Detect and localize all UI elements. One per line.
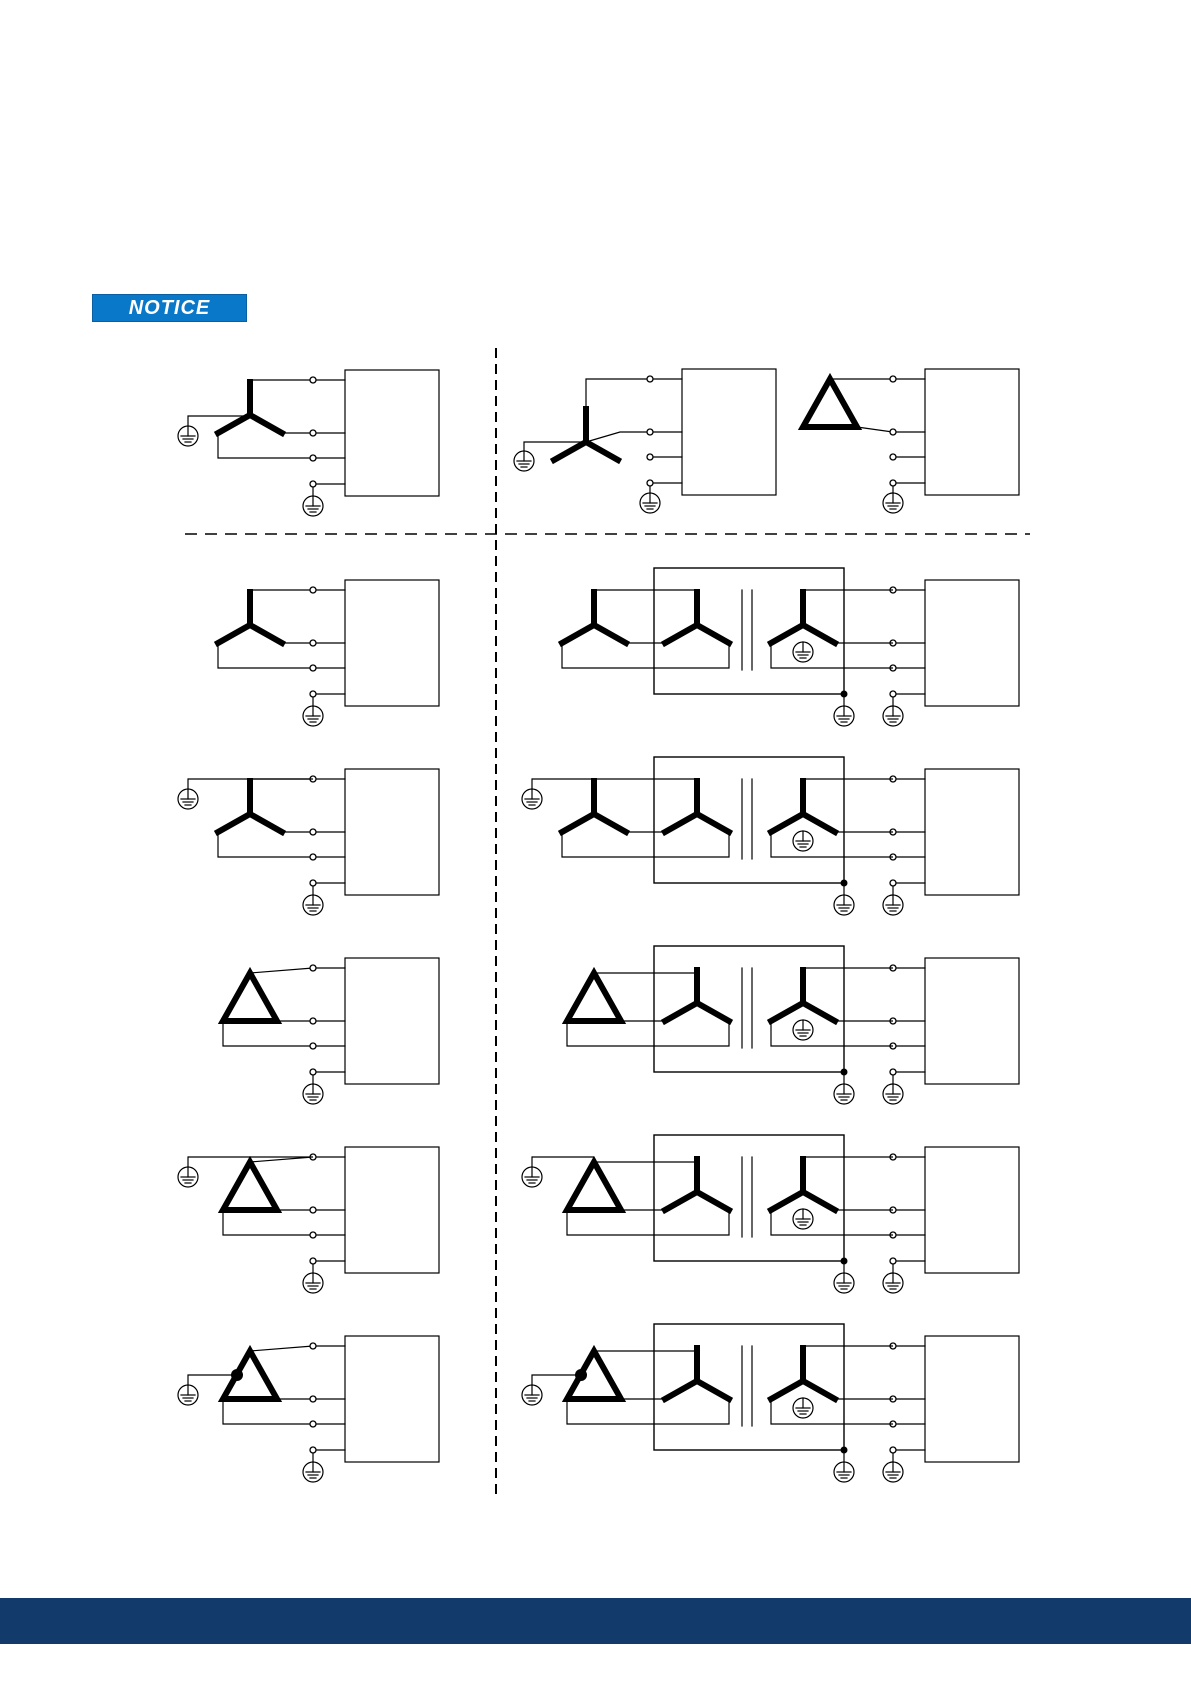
wye-arm [218, 814, 250, 832]
ground-icon [303, 706, 323, 726]
ground-icon [883, 706, 903, 726]
wye-icon [218, 382, 282, 433]
wire [250, 968, 313, 973]
terminal [310, 1343, 316, 1349]
wire [594, 590, 697, 592]
wire [586, 432, 650, 442]
wye-icon [562, 781, 626, 832]
wye-icon [218, 781, 282, 832]
wye-arm [218, 415, 250, 433]
wire [218, 643, 313, 668]
wye-arm [562, 625, 594, 643]
ground-icon [303, 1273, 323, 1293]
wire [771, 1399, 893, 1424]
wye-arm [697, 1003, 729, 1021]
ground-icon [883, 895, 903, 915]
wye-arm [594, 625, 626, 643]
wye-icon [665, 592, 729, 643]
terminal [647, 376, 653, 382]
wire [803, 779, 893, 781]
circuit-delta-top [803, 369, 1019, 513]
delta-icon [567, 973, 621, 1021]
terminal [310, 691, 316, 697]
wye-arm [697, 625, 729, 643]
wire [803, 590, 893, 592]
load-box [345, 1147, 439, 1273]
wye-icon [665, 970, 729, 1021]
wye-arm [250, 814, 282, 832]
ground-icon [793, 1209, 813, 1229]
terminal [310, 1207, 316, 1213]
terminal [310, 1258, 316, 1264]
wye-arm [250, 415, 282, 433]
ground-icon [178, 426, 198, 446]
terminal [310, 640, 316, 646]
terminal [310, 965, 316, 971]
wire [250, 1157, 313, 1162]
wye-arm [697, 814, 729, 832]
ground-icon [522, 1385, 542, 1405]
divider-lines [185, 348, 1030, 1495]
delta-triangle [567, 973, 621, 1021]
wire [567, 1399, 729, 1424]
wye-arm [771, 814, 803, 832]
terminal [310, 829, 316, 835]
footer-band [0, 1598, 1191, 1644]
delta-icon [223, 1162, 277, 1210]
load-box [345, 1336, 439, 1462]
ground-icon [178, 789, 198, 809]
ground-icon [793, 1020, 813, 1040]
wye-icon [665, 1348, 729, 1399]
wye-arm [562, 814, 594, 832]
wire [218, 832, 313, 857]
ground-icon [883, 493, 903, 513]
load-box [925, 958, 1019, 1084]
wye-arm [803, 625, 835, 643]
delta-icon [803, 379, 857, 427]
wye-arm [665, 1003, 697, 1021]
wye-icon [771, 592, 835, 643]
terminal [310, 1069, 316, 1075]
terminal [310, 1043, 316, 1049]
terminal [647, 454, 653, 460]
ground-icon [522, 1167, 542, 1187]
circuit-delta [178, 1147, 439, 1293]
circuit-delta [178, 1336, 439, 1482]
load-box [345, 370, 439, 496]
circuit-delta [223, 958, 439, 1104]
terminal [890, 480, 896, 486]
ground-icon [883, 1273, 903, 1293]
circuit-wye [178, 370, 439, 516]
wire [771, 1021, 893, 1046]
circuits [178, 369, 1019, 1482]
wire [562, 832, 729, 857]
wye-arm [218, 625, 250, 643]
ground-icon [883, 1084, 903, 1104]
wye-arm [803, 1192, 835, 1210]
load-box [925, 1147, 1019, 1273]
wye-arm [665, 814, 697, 832]
circuit-transformer-delta [522, 1135, 1019, 1293]
wye-icon [771, 1348, 835, 1399]
wire [803, 968, 893, 970]
ground-icon [303, 1084, 323, 1104]
circuit-transformer-delta [522, 1324, 1019, 1482]
wire [857, 427, 893, 432]
wye-arm [697, 1381, 729, 1399]
wye-icon [771, 1159, 835, 1210]
terminal [890, 1258, 896, 1264]
ground-icon [640, 493, 660, 513]
terminal [310, 587, 316, 593]
wire [223, 1210, 313, 1235]
terminal [890, 1069, 896, 1075]
load-box [345, 958, 439, 1084]
wye-arm [594, 814, 626, 832]
wye-arm [554, 442, 586, 460]
terminal [310, 665, 316, 671]
wire [803, 1157, 893, 1159]
ground-icon [303, 895, 323, 915]
wye-arm [665, 625, 697, 643]
wire [223, 1021, 313, 1046]
terminal [890, 1447, 896, 1453]
wire [250, 590, 313, 592]
wye-arm [803, 814, 835, 832]
load-box [925, 769, 1019, 895]
ground-icon [178, 1167, 198, 1187]
load-box [682, 369, 776, 495]
delta-triangle [223, 1162, 277, 1210]
ground-icon [522, 789, 542, 809]
wire [250, 1346, 313, 1351]
wire [594, 779, 697, 781]
circuit-wye [178, 769, 439, 915]
ground-icon [793, 642, 813, 662]
ground-icon [793, 831, 813, 851]
terminal [310, 854, 316, 860]
terminal [890, 454, 896, 460]
ground-icon [834, 1273, 854, 1293]
circuit-transformer-wye [562, 568, 1019, 726]
load-box [925, 580, 1019, 706]
wye-icon [665, 1159, 729, 1210]
terminal [890, 691, 896, 697]
notice-label: NOTICE [128, 296, 211, 319]
terminal [310, 455, 316, 461]
wye-icon [554, 409, 618, 460]
wye-arm [586, 442, 618, 460]
ground-icon [303, 1462, 323, 1482]
wye-arm [803, 1381, 835, 1399]
terminal [890, 880, 896, 886]
wye-arm [665, 1192, 697, 1210]
delta-triangle [567, 1162, 621, 1210]
terminal [310, 1018, 316, 1024]
ground-icon [793, 1398, 813, 1418]
terminal [310, 1447, 316, 1453]
ground-icon [834, 706, 854, 726]
circuit-transformer-delta [567, 946, 1019, 1104]
load-box [345, 580, 439, 706]
terminal [310, 880, 316, 886]
terminal [890, 376, 896, 382]
wye-arm [697, 1192, 729, 1210]
circuit-wye-grounded-neutral [514, 369, 776, 513]
terminal [647, 429, 653, 435]
ground-icon [834, 895, 854, 915]
wye-arm [771, 625, 803, 643]
terminal [310, 481, 316, 487]
ground-icon [514, 451, 534, 471]
circuit-transformer-wye [522, 757, 1019, 915]
terminal [310, 377, 316, 383]
ground-icon [883, 1462, 903, 1482]
circuit-wye [218, 580, 439, 726]
wye-arm [771, 1192, 803, 1210]
load-box [925, 1336, 1019, 1462]
terminal [310, 1232, 316, 1238]
wye-icon [562, 592, 626, 643]
terminal [310, 430, 316, 436]
wire [562, 643, 729, 668]
ground-icon [834, 1084, 854, 1104]
wire [771, 832, 893, 857]
wire [803, 1346, 893, 1348]
terminal [890, 429, 896, 435]
wye-arm [771, 1003, 803, 1021]
delta-icon [567, 1162, 621, 1210]
wire [567, 1021, 729, 1046]
wye-arm [771, 1381, 803, 1399]
terminal [647, 480, 653, 486]
wire [586, 379, 650, 409]
wye-arm [665, 1381, 697, 1399]
wire [567, 1210, 729, 1235]
ground-icon [178, 1385, 198, 1405]
ground-icon [834, 1462, 854, 1482]
delta-triangle [803, 379, 857, 427]
load-box [345, 769, 439, 895]
wire [223, 1399, 313, 1424]
wire [218, 433, 313, 458]
wye-icon [771, 970, 835, 1021]
delta-triangle [223, 973, 277, 1021]
terminal [310, 1396, 316, 1402]
wire [250, 380, 313, 382]
delta-icon [223, 973, 277, 1021]
wire [771, 643, 893, 668]
wye-icon [218, 592, 282, 643]
wye-arm [250, 625, 282, 643]
wire [771, 1210, 893, 1235]
wye-icon [771, 781, 835, 832]
terminal [310, 1421, 316, 1427]
wye-icon [665, 781, 729, 832]
wye-arm [803, 1003, 835, 1021]
load-box [925, 369, 1019, 495]
ground-icon [303, 496, 323, 516]
